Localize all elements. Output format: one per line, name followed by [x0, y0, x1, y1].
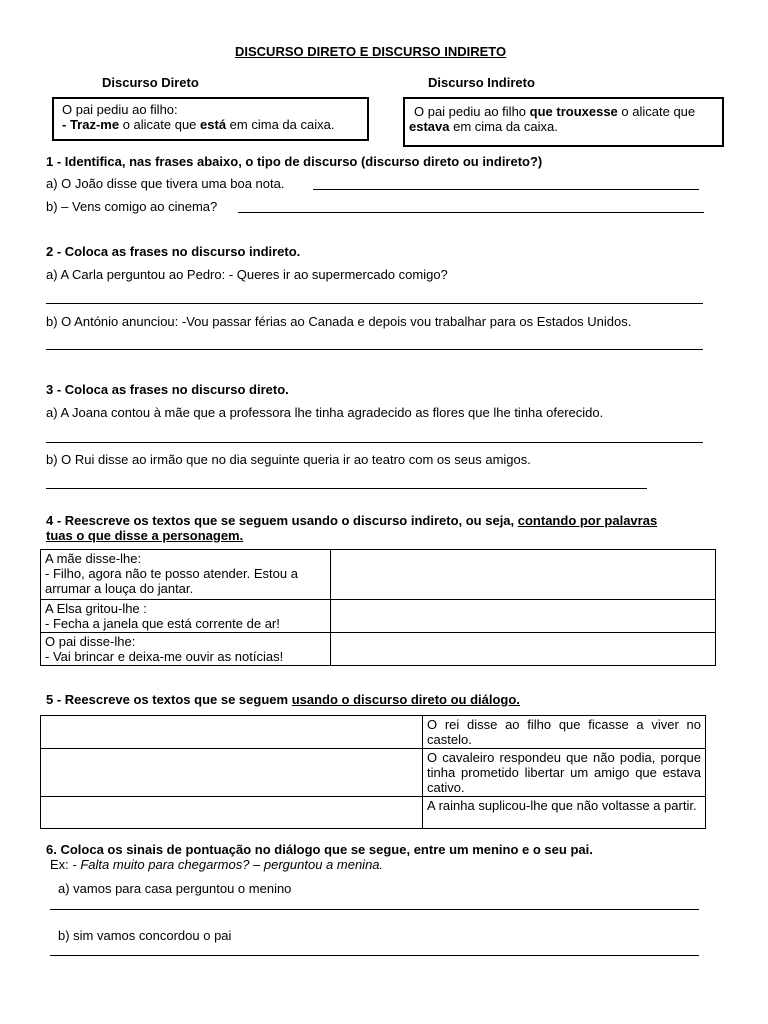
q1-answer-line-b[interactable]: [238, 212, 704, 213]
q4-speech-cell: [41, 633, 331, 666]
direct-end: em cima da caixa.: [226, 117, 335, 132]
q6-example: [50, 857, 383, 872]
table-row: [41, 716, 706, 749]
direct-example-line1: O pai pediu ao filho:: [62, 102, 178, 117]
q6-item-b: b) sim vamos concordou o pai: [58, 928, 232, 943]
q4-speech: - Fecha a janela que está corrente de ar!: [45, 616, 280, 631]
q4-speaker: A mãe disse-lhe:: [45, 551, 142, 566]
q5-heading-text: 5 - Reescreve os textos que se seguem: [46, 692, 292, 707]
q2-answer-line-a[interactable]: [46, 303, 703, 304]
q4-heading-underlined1: contando por palavras: [517, 513, 658, 528]
direct-speech-example-box: [52, 97, 369, 141]
indirect-speech-heading: Discurso Indireto: [428, 75, 535, 90]
q1-item-b: b) – Vens comigo ao cinema?: [46, 199, 218, 214]
indirect-part3: em cima da caixa.: [449, 119, 558, 134]
table-row: [41, 749, 706, 797]
indirect-part1: O pai pediu ao filho: [414, 104, 530, 119]
table-row: [41, 633, 716, 666]
direct-verb: - Traz-me: [62, 117, 120, 132]
direct-verb2: está: [200, 117, 227, 132]
q1-answer-line-a[interactable]: [313, 189, 699, 190]
q5-answer-cell[interactable]: [41, 716, 423, 749]
direct-example-line2: [62, 117, 362, 132]
q4-answer-cell[interactable]: [331, 550, 716, 600]
q2-answer-line-b[interactable]: [46, 349, 703, 350]
q6-heading: 6. Coloca os sinais de pontuação no diálogo que se segue, entre um menino e o seu pai.: [46, 842, 593, 857]
q2-item-a: a) A Carla perguntou ao Pedro: - Queres ir ao supermercado comigo?: [46, 267, 448, 282]
q4-heading-line1: [46, 513, 657, 528]
q5-table: [40, 715, 706, 829]
q4-heading-line2: tuas o que disse a personagem.: [46, 528, 244, 543]
q5-text-cell: O rei disse ao filho que ficasse a viver no castelo.: [423, 716, 706, 749]
q3-item-a: a) A Joana contou à mãe que a professora lhe tinha agradecido as flores que lhe tinha oferecido.: [46, 405, 604, 420]
q3-heading: 3 - Coloca as frases no discurso direto.: [46, 382, 289, 397]
q4-speaker: A Elsa gritou-lhe :: [45, 601, 147, 616]
indirect-verb: que trouxesse: [529, 104, 618, 119]
q4-speech-cell: [41, 550, 331, 600]
table-row: [41, 600, 716, 633]
q2-heading: 2 - Coloca as frases no discurso indireto.: [46, 244, 301, 259]
q4-table: [40, 549, 716, 666]
q2-item-b: b) O António anunciou: -Vou passar férias ao Canada e depois vou trabalhar para os Estados Unidos.: [46, 314, 632, 329]
table-row: [41, 797, 706, 829]
direct-speech-heading: Discurso Direto: [102, 75, 199, 90]
q3-answer-line-a[interactable]: [46, 442, 703, 443]
direct-mid: o alicate que: [119, 117, 201, 132]
indirect-speech-example-box: [403, 97, 724, 147]
table-row: [41, 550, 716, 600]
q3-item-b: b) O Rui disse ao irmão que no dia seguinte queria ir ao teatro com os seus amigos.: [46, 452, 531, 467]
q6-example-label: Ex:: [50, 857, 73, 872]
q4-speech: - Vai brincar e deixa-me ouvir as notícias!: [45, 649, 284, 664]
q4-heading-text: 4 - Reescreve os textos que se seguem usando o discurso indireto, ou seja,: [46, 513, 518, 528]
q6-example-text: - Falta muito para chegarmos? – perguntou a menina.: [72, 857, 384, 872]
q5-answer-cell[interactable]: [41, 797, 423, 829]
q5-heading-underlined: usando o discurso direto ou diálogo.: [291, 692, 520, 707]
q5-text-cell: A rainha suplicou-lhe que não voltasse a partir.: [423, 797, 706, 829]
q6-answer-line-a[interactable]: [50, 909, 699, 910]
q5-heading: [46, 692, 520, 707]
q4-speech: - Filho, agora não te posso atender. Estou a arrumar a louça do jantar.: [45, 566, 298, 596]
q4-answer-cell[interactable]: [331, 633, 716, 666]
indirect-example-line2: [409, 119, 717, 134]
q6-answer-line-b[interactable]: [50, 955, 699, 956]
q4-speaker: O pai disse-lhe:: [45, 634, 136, 649]
q3-answer-line-b[interactable]: [46, 488, 647, 489]
q1-heading: 1 - Identifica, nas frases abaixo, o tipo de discurso (discurso direto ou indireto?): [46, 154, 543, 169]
page-title: DISCURSO DIRETO E DISCURSO INDIRETO: [235, 44, 507, 59]
q4-speech-cell: [41, 600, 331, 633]
q5-answer-cell[interactable]: [41, 749, 423, 797]
q5-text-cell: O cavaleiro respondeu que não podia, porque tinha prometido libertar um amigo que estava cativo.: [423, 749, 706, 797]
q1-item-a: a) O João disse que tivera uma boa nota.: [46, 176, 285, 191]
indirect-verb2: estava: [409, 119, 450, 134]
indirect-part2: o alicate que: [617, 104, 696, 119]
q6-item-a: a) vamos para casa perguntou o menino: [58, 881, 292, 896]
q4-answer-cell[interactable]: [331, 600, 716, 633]
indirect-example-line1: [409, 104, 717, 119]
